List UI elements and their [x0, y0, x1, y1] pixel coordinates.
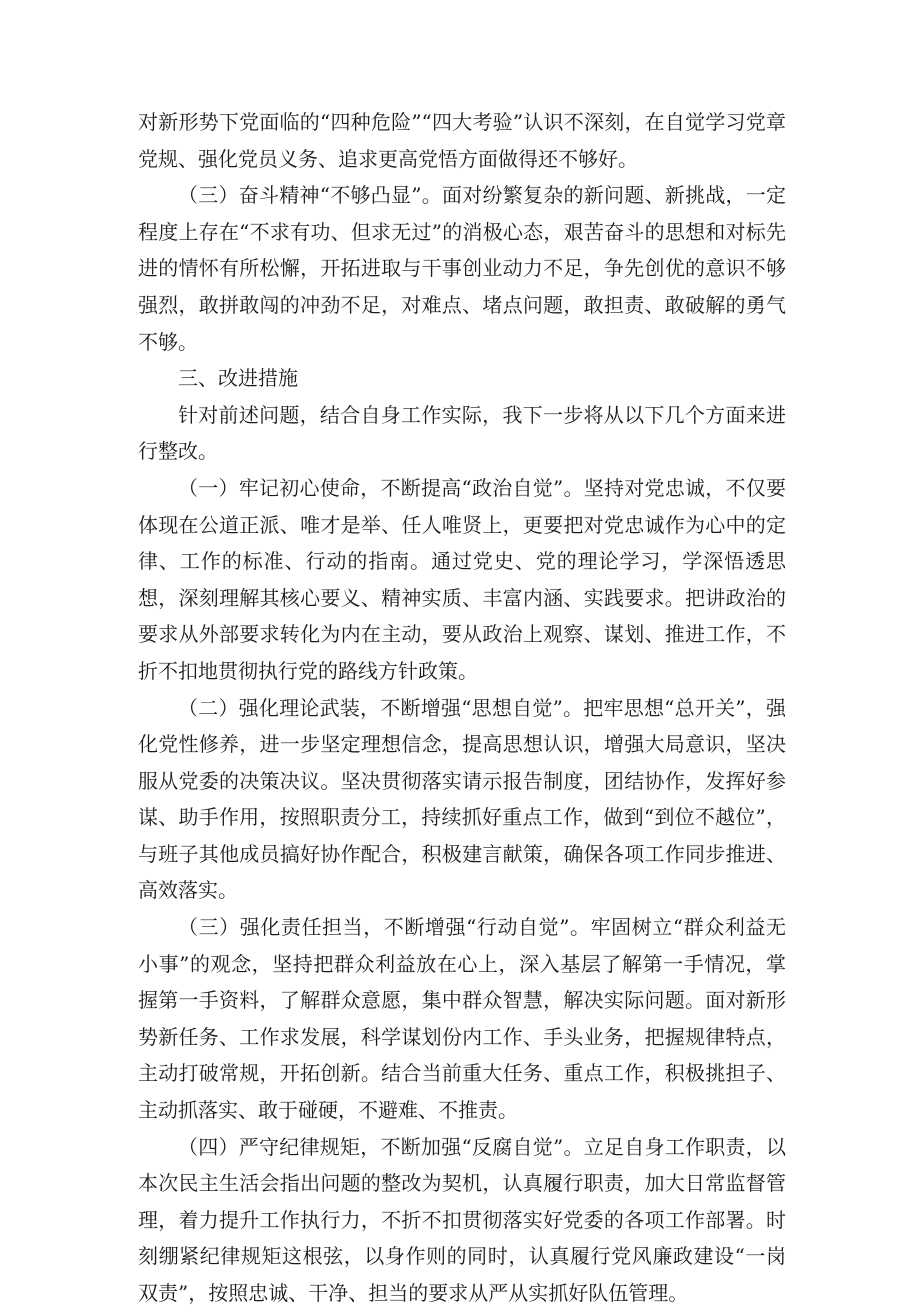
- paragraph-measure-4: （四）严守纪律规矩，不断加强“反腐自觉”。立足自身工作职责，以本次民主生活会指出问题的整改为契机，认真履行职责，加大日常监督管理，着力提升工作执行力，不折不扣贯彻落实好党委的各项工作部署。时刻绷紧纪律规矩这根弦，以身作则的同时，认真履行党风廉政建设“一岗双责”，按照忠诚、干净、担当的要求从严从实抓好队伍管理。: [138, 1134, 786, 1305]
- paragraph-struggle-spirit: （三）奋斗精神“不够凸显”。面对纷繁复杂的新问题、新挑战，一定程度上存在“不求有功、但求无过”的消极心态，艰苦奋斗的思想和对标先进的情怀有所松懈，开拓进取与干事创业动力不足，争先创优的意识不够强烈，敢拼敢闯的冲劲不足，对难点、堵点问题，敢担责、敢破解的勇气不够。: [138, 183, 786, 354]
- paragraph-measure-2: （二）强化理论武装，不断增强“思想自觉”。把牢思想“总开关”，强化党性修养，进一步坚定理想信念，提高思想认识，增强大局意识，坚决服从党委的决策决议。坚决贯彻落实请示报告制度，团结协作，发挥好参谋、助手作用，按照职责分工，持续抓好重点工作，做到“到位不越位”，与班子其他成员搞好协作配合，积极建言献策，确保各项工作同步推进、高效落实。: [138, 695, 786, 903]
- paragraph-measure-1: （一）牢记初心使命，不断提高“政治自觉”。坚持对党忠诚，不仅要体现在公道正派、唯才是举、任人唯贤上，更要把对党忠诚作为心中的定律、工作的标准、行动的指南。通过党史、党的理论学习，学深悟透思想，深刻理解其核心要义、精神实质、丰富内涵、实践要求。把讲政治的要求从外部要求转化为内在主动，要从政治上观察、谋划、推进工作，不折不扣地贯彻执行党的路线方针政策。: [138, 475, 786, 683]
- paragraph-measure-3: （三）强化责任担当，不断增强“行动自觉”。牢固树立“群众利益无小事”的观念，坚持把群众利益放在心上，深入基层了解第一手情况，掌握第一手资料，了解群众意愿，集中群众智慧，解决实际问题。面对新形势新任务、工作求发展，科学谋划份内工作、手头业务，把握规律特点，主动打破常规，开拓创新。结合当前重大任务、重点工作，积极挑担子、主动抓落实、敢于碰硬，不避难、不推责。: [138, 915, 786, 1123]
- paragraph-continued: 对新形势下党面临的“四种危险”“四大考验”认识不深刻，在自觉学习党章党规、强化党员义务、追求更高党悟方面做得还不够好。: [138, 110, 786, 171]
- section-heading-improvement-measures: 三、改进措施: [178, 366, 298, 391]
- paragraph-intro: 针对前述问题，结合自身工作实际，我下一步将从以下几个方面来进行整改。: [138, 402, 786, 464]
- document-body: [138, 104, 786, 1312]
